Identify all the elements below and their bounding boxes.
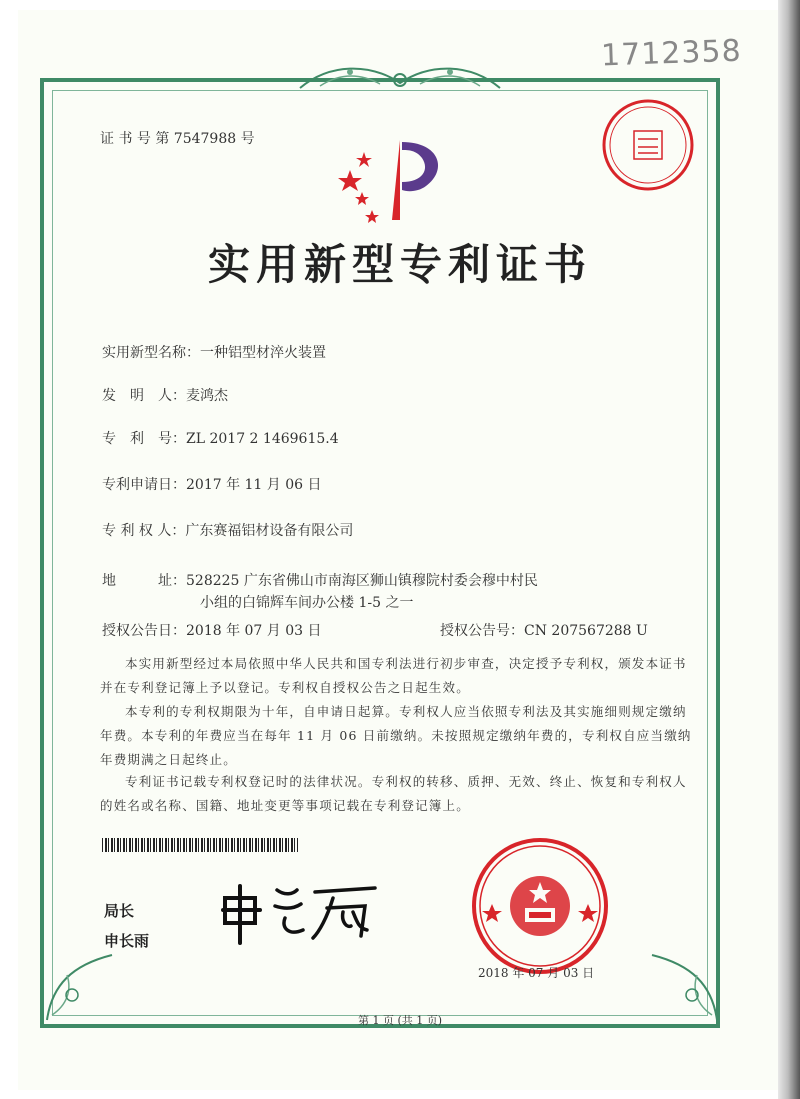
field-label: 授权公告日： [102,623,186,639]
address-line-1: 528225 广东省佛山市南海区狮山镇穆院村委会穆中村民 [186,573,538,589]
patentee-name: 广东赛福铝材设备有限公司 [185,523,354,539]
top-ornament-icon [290,58,510,98]
patent-number: ZL 2017 2 1469615.4 [186,431,339,447]
address-line-2: 小组的白锦辉车间办公楼 1-5 之一 [200,595,414,611]
handwritten-note: 1712358 [600,33,743,74]
inventor-row [102,385,228,405]
field-label: 地 址： [102,573,186,589]
field-label: 发 明 人： [102,388,186,404]
grant-number: CN 207567288 U [524,623,648,639]
address-row [102,570,538,590]
special-seal-icon [598,95,698,195]
paragraph-2: 本专利的专利权期限为十年，自申请日起算。专利权人应当依照专利法及其实施细则规定缴纳年费。本专利的年费应当在每年 11 月 06 日前缴纳。未按照规定缴纳年费的，专利权自应当缴纳年费期满之日起终止。 [100,704,692,767]
national-ip-administration-seal-icon [455,838,625,978]
utility-model-name: 一种铝型材淬火装置 [200,345,326,361]
grant-number-row [440,620,648,640]
director-signature-icon [215,878,385,948]
utility-model-name-row [102,342,326,362]
patent-office-logo-icon [330,130,460,230]
field-label: 实用新型名称： [102,345,200,361]
document-title: 实用新型专利证书 [207,240,592,289]
field-label: 专 利 号： [102,431,186,447]
scan-edge [778,0,800,1099]
inventor-name: 麦鸿杰 [186,388,228,404]
director-name: 申长雨 [104,932,150,950]
field-label: 专 利 权 人： [102,523,186,539]
director-title: 局长 [104,902,135,920]
page-footer: 第 1 页 (共 1 页) [357,1014,443,1027]
field-label: 专利申请日： [102,477,186,493]
grant-date: 2018 年 07 月 03 日 [186,623,322,639]
seal-date: 2018 年 07 月 03 日 [478,966,595,980]
filing-date-row [102,474,322,494]
field-label: 授权公告号： [440,623,524,639]
certificate-number: 证 书 号 第 7547988 号 [100,131,255,147]
filing-date: 2017 年 11 月 06 日 [186,477,322,493]
patent-number-row [102,428,339,448]
paragraph-1: 本实用新型经过本局依照中华人民共和国专利法进行初步审查，决定授予专利权，颁发本证书并在专利登记簿上予以登记。专利权自授权公告之日起生效。 [100,656,687,695]
patentee-row [102,520,353,540]
grant-date-row [102,620,322,640]
barcode [102,838,298,852]
paragraph-3: 专利证书记载专利权登记时的法律状况。专利权的转移、质押、无效、终止、恢复和专利权人的姓名或名称、国籍、地址变更等事项记载在专利登记簿上。 [100,774,687,813]
